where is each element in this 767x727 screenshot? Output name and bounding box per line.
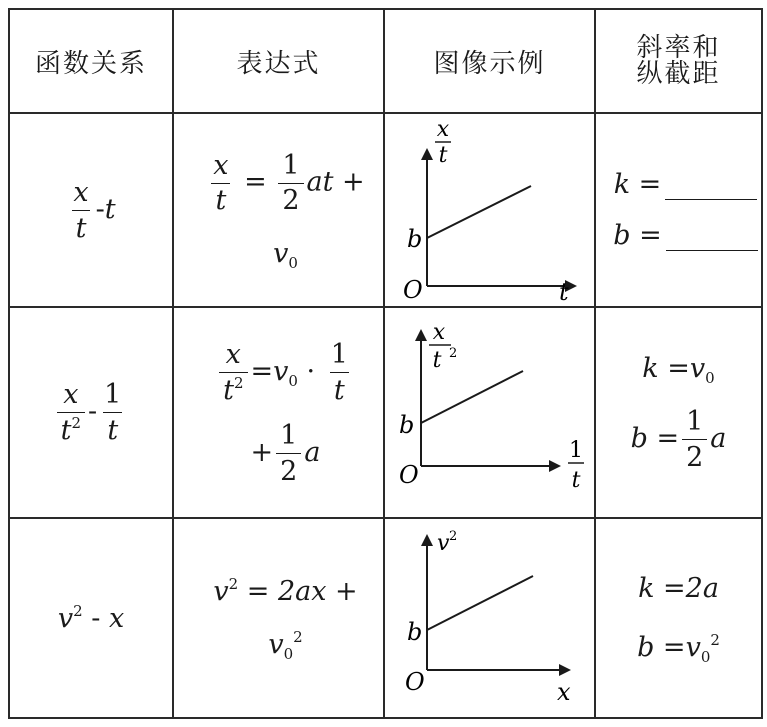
x-label-numerator: 1	[569, 437, 583, 463]
relation-fraction	[69, 177, 92, 244]
graph-cell-2	[384, 307, 595, 518]
expression-v0: v	[268, 629, 284, 660]
expression-v-exponent: 2	[228, 575, 239, 593]
expression-cell-3	[173, 518, 384, 718]
fraction-numerator: x	[63, 379, 79, 410]
denominator-exponent: 2	[71, 414, 82, 432]
y-label-numerator: x	[436, 117, 450, 142]
b-blank	[666, 230, 758, 251]
relation-dash: -	[95, 193, 105, 225]
relation-x: x	[108, 602, 125, 634]
x-label: t	[559, 278, 569, 302]
y-label-denominator: t	[438, 143, 448, 168]
y-label-denominator: t	[432, 347, 442, 373]
fraction-numerator: x	[213, 150, 229, 182]
x-axis-arrow	[549, 460, 561, 472]
expression-v: v	[273, 237, 289, 269]
fraction-denominator: 2	[278, 183, 303, 216]
graph-cell-3	[384, 518, 595, 718]
relation-fraction	[57, 379, 85, 446]
plus-sign: +	[250, 436, 274, 468]
expression-v0-exponent: 2	[293, 628, 303, 646]
answer-cell-1	[595, 113, 762, 307]
intercept-label: b	[407, 225, 423, 253]
k-label: k =	[613, 169, 662, 200]
header-function: 函数关系	[9, 9, 173, 113]
relation-cell-1	[9, 113, 173, 307]
header-slope-line2: 纵截距	[636, 59, 721, 89]
header-graph: 图像示例	[384, 9, 595, 113]
b-label: b =	[637, 632, 686, 663]
relation-dash: -	[91, 602, 101, 634]
relation-v: v	[57, 602, 74, 634]
fraction-numerator: 1	[282, 150, 300, 182]
origin-label: O	[405, 668, 425, 696]
expression-v: v	[273, 355, 289, 387]
b-subscript: 0	[700, 648, 711, 666]
y-axis-arrow	[421, 148, 433, 160]
fraction-denominator	[57, 412, 85, 446]
fraction-denominator	[219, 372, 247, 406]
expression-term: = 2ax +	[246, 576, 358, 607]
fraction-numerator: x	[73, 176, 89, 208]
x-axis-arrow	[559, 664, 571, 676]
equals-sign: =	[244, 167, 267, 198]
b-value: v	[685, 632, 701, 663]
header-slope-intercept	[595, 9, 762, 113]
fraction-denominator: 2	[682, 439, 707, 473]
fraction-numerator: 1	[686, 405, 704, 437]
denominator-exponent: 2	[233, 373, 244, 392]
answer-cell-3	[595, 518, 762, 718]
expression-cell-1	[173, 113, 384, 307]
graph-line	[421, 371, 523, 423]
graph-line	[427, 186, 531, 238]
expression-v: v	[213, 576, 229, 607]
k-label: k =	[642, 352, 690, 384]
y-axis-arrow	[415, 329, 427, 341]
dot-operator: ·	[306, 355, 316, 387]
header-row	[9, 9, 762, 113]
b-label: b =	[613, 220, 662, 251]
y-label-numerator: x	[432, 319, 446, 345]
fraction-denominator: t	[72, 210, 91, 244]
lhs-fraction	[209, 151, 232, 215]
answer-cell-2	[595, 307, 762, 518]
fraction-denominator: t	[103, 412, 122, 446]
denominator-base: t	[60, 415, 72, 446]
intercept-label: b	[399, 410, 415, 439]
graph-2	[387, 311, 592, 511]
k-value: v	[689, 352, 706, 384]
x-label-denominator: t	[571, 467, 581, 493]
half-fraction	[278, 151, 303, 215]
kinematics-table	[8, 8, 763, 719]
fraction-denominator: t	[330, 372, 349, 406]
fraction-denominator: t	[211, 183, 230, 216]
header-slope-line1: 斜率和	[636, 33, 721, 63]
fraction-numerator: 1	[280, 419, 298, 451]
y-label: v	[437, 531, 450, 556]
equals-sign: =	[250, 355, 274, 387]
y-label-exponent: 2	[449, 529, 458, 544]
expression-a: a	[304, 436, 321, 468]
reciprocal-fraction	[327, 339, 352, 406]
relation-reciprocal	[100, 379, 125, 446]
fraction-denominator: 2	[276, 453, 301, 487]
relation-cell-3	[9, 518, 173, 718]
table-row	[9, 307, 762, 518]
relation-variable: t	[104, 193, 116, 225]
header-expression: 表达式	[173, 9, 384, 113]
relation-dash: -	[88, 396, 98, 427]
origin-label: O	[403, 276, 423, 302]
b-value: a	[710, 422, 727, 454]
graph-1	[387, 114, 592, 302]
denominator-base: t	[223, 374, 234, 406]
b-fraction	[682, 406, 707, 473]
lhs-fraction	[219, 339, 247, 406]
expression-cell-2	[173, 307, 384, 518]
expression-v-subscript: 0	[288, 253, 298, 272]
b-label: b =	[630, 422, 680, 454]
graph-line	[427, 576, 533, 630]
fraction-numerator: 1	[104, 379, 122, 410]
graph-cell-1	[384, 113, 595, 307]
expression-v0-subscript: 0	[283, 645, 294, 663]
graph-3	[387, 520, 592, 712]
table-row	[9, 518, 762, 718]
expression-term: at +	[306, 167, 365, 198]
y-label-exponent: 2	[449, 345, 458, 361]
expression-v-subscript: 0	[288, 371, 298, 390]
table-row	[9, 113, 762, 307]
k-subscript: 0	[705, 368, 715, 387]
fraction-numerator: x	[225, 338, 241, 370]
fraction-numerator: 1	[330, 338, 348, 370]
k-label: k =	[638, 573, 686, 604]
b-exponent: 2	[710, 631, 720, 649]
relation-cell-2	[9, 307, 173, 518]
origin-label: O	[399, 460, 419, 489]
x-label: x	[557, 678, 571, 706]
k-blank	[665, 179, 757, 200]
relation-v-exponent: 2	[73, 601, 83, 620]
half-fraction	[276, 420, 301, 487]
y-axis-arrow	[421, 534, 433, 546]
k-value: 2a	[685, 573, 719, 604]
intercept-label: b	[407, 618, 423, 646]
